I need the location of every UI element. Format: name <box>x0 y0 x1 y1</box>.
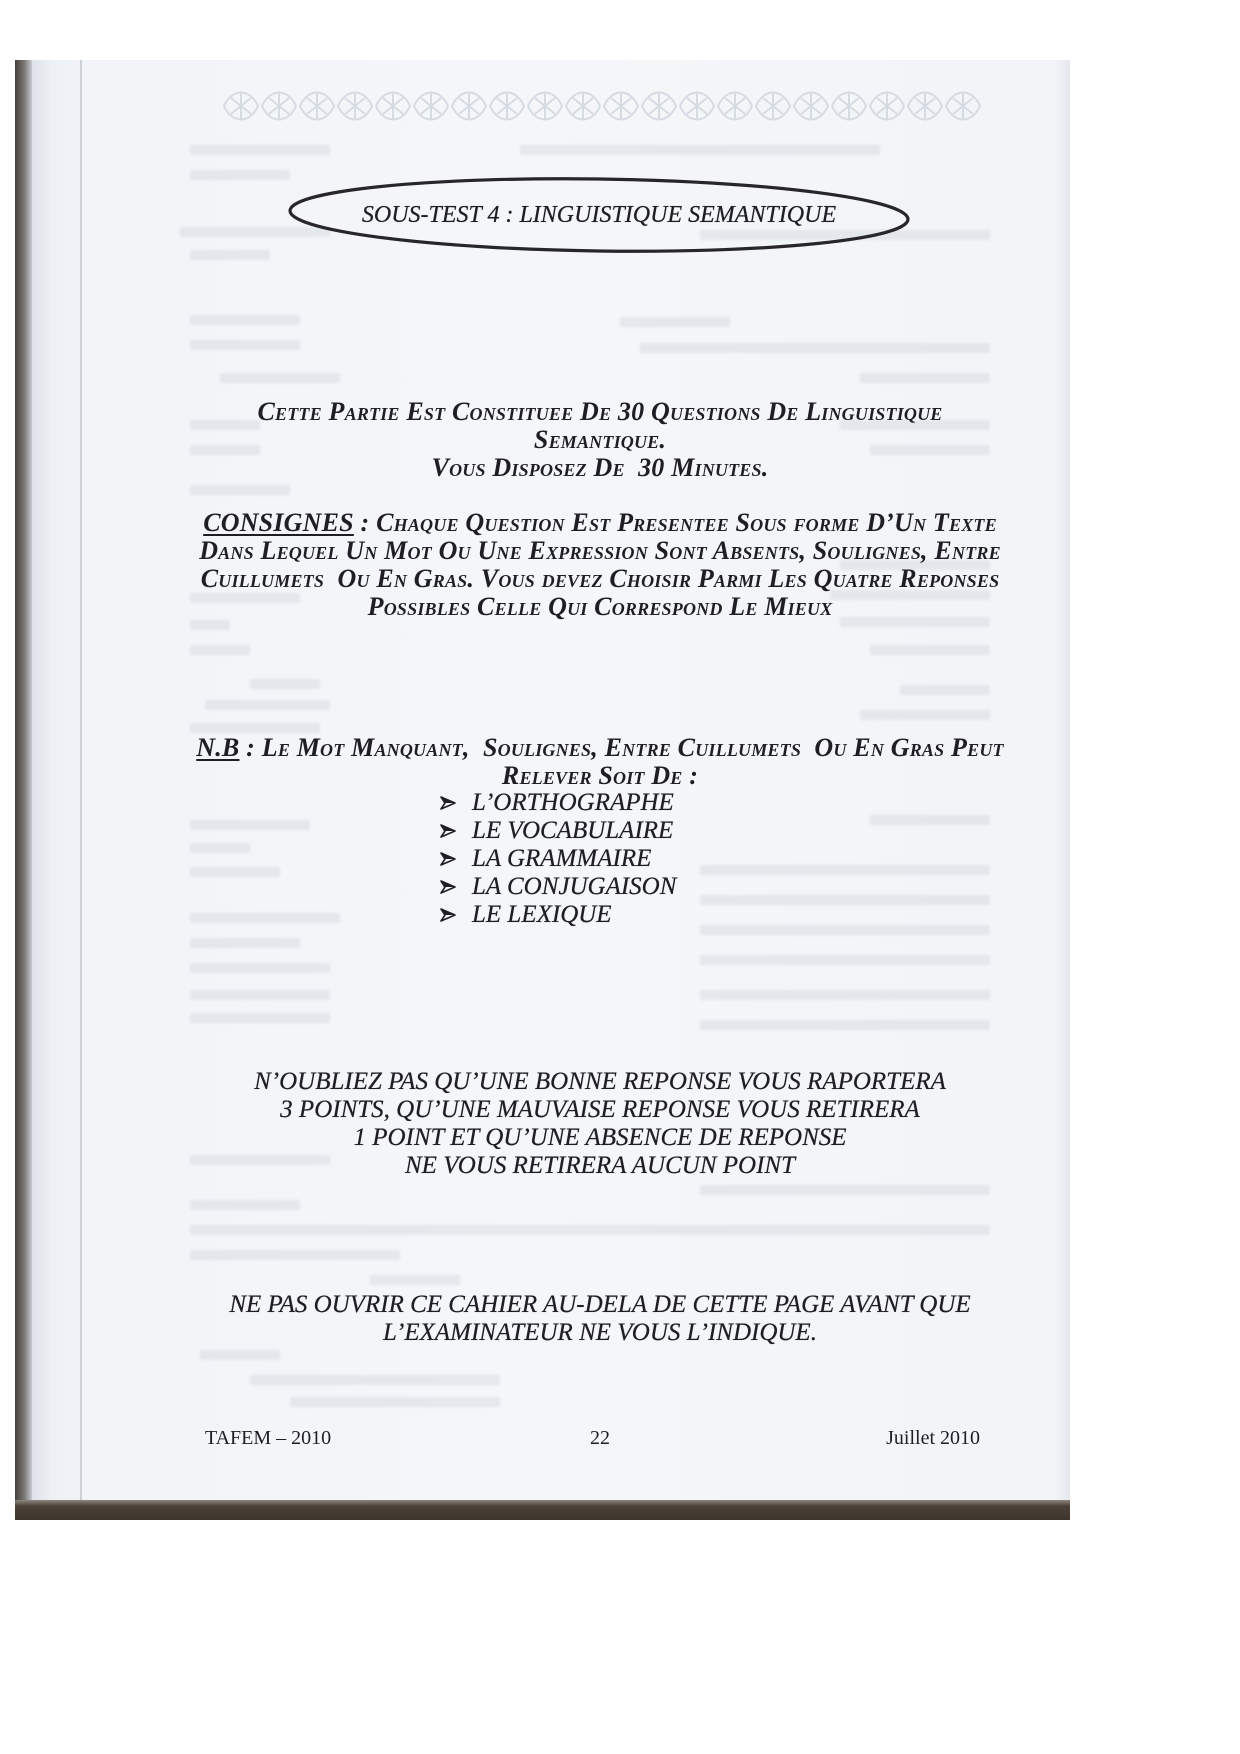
bleed-through-line <box>190 145 330 155</box>
topics-list <box>440 789 840 929</box>
bleed-through-line <box>190 1200 300 1210</box>
bleed-through-line <box>190 990 330 1000</box>
bleed-through-line <box>190 645 250 655</box>
bleed-through-line <box>190 620 230 630</box>
bleed-through-line <box>700 1020 990 1030</box>
arrowhead-bullet-icon <box>440 880 456 894</box>
bleed-through-line <box>700 1185 990 1195</box>
bleed-through-line <box>250 679 320 689</box>
instructions-label: CONSIGNES <box>203 508 354 537</box>
scoring-notice-line: 1 POINT ET QU’UNE ABSENCE DE REPONSE <box>353 1124 847 1151</box>
bleed-through-line <box>190 315 300 325</box>
footer-date: Juillet 2010 <box>886 1427 980 1449</box>
bleed-through-line <box>190 723 320 733</box>
bleed-through-decorative-border <box>222 80 982 132</box>
bleed-through-line <box>290 1397 500 1407</box>
bleed-through-line <box>700 955 990 965</box>
intro-paragraph <box>150 398 1050 482</box>
bleed-through-line <box>370 1275 460 1285</box>
instructions-text: Chaque Question Est Presentee Sous forme D’Un Texte <box>376 508 997 537</box>
bleed-through-line <box>190 938 300 948</box>
bleed-through-line <box>870 815 990 825</box>
bleed-through-line <box>200 1350 280 1360</box>
arrowhead-bullet-icon <box>440 796 456 810</box>
bleed-through-line <box>250 1375 500 1385</box>
scoring-notice <box>150 1068 1050 1180</box>
bleed-through-line <box>190 1013 330 1023</box>
intro-line: Semantique. <box>533 425 667 454</box>
instructions-line <box>150 509 1050 537</box>
list-item-label: LE VOCABULAIRE <box>472 817 674 844</box>
instructions-separator: : <box>353 508 377 537</box>
list-item <box>440 845 840 873</box>
bleed-through-line <box>190 867 280 877</box>
list-item-label: LE LEXIQUE <box>472 901 612 928</box>
scoring-notice-line: 3 POINTS, QU’UNE MAUVAISE REPONSE VOUS RETIRERA <box>280 1096 920 1123</box>
note-separator: : <box>239 733 262 762</box>
bleed-through-line <box>190 485 290 495</box>
bleed-through-line <box>190 913 340 923</box>
page-title: SOUS-TEST 4 : LINGUISTIQUE SEMANTIQUE <box>361 202 837 228</box>
bleed-through-line <box>700 990 990 1000</box>
do-not-open-warning <box>150 1291 1050 1347</box>
bleed-through-line <box>640 343 990 353</box>
bleed-through-line <box>860 373 990 383</box>
note-line <box>150 734 1050 762</box>
arrowhead-bullet-icon <box>440 824 456 838</box>
bleed-through-line <box>870 645 990 655</box>
bleed-through-line <box>190 170 290 180</box>
note-label: N.B <box>196 733 240 762</box>
bleed-through-line <box>900 685 990 695</box>
bleed-through-line <box>220 373 340 383</box>
instructions-line: Cuillumets Ou En Gras. Vous devez Choisir Parmi Les Quatre Reponses <box>200 564 1000 593</box>
instructions-line: Possibles Celle Qui Correspond Le Mieux <box>367 592 833 621</box>
bleed-through-line <box>190 1225 990 1235</box>
bleed-through-line <box>190 843 250 853</box>
bleed-through-line <box>190 1250 400 1260</box>
note-line: Relever Soit De : <box>501 761 699 790</box>
bleed-through-line <box>620 317 730 327</box>
list-item-label: L’ORTHOGRAPHE <box>472 789 674 816</box>
bleed-through-line <box>205 700 330 710</box>
intro-line: Cette Partie Est Constituee De 30 Questions De Linguistique <box>257 397 943 426</box>
bleed-through-line <box>520 145 880 155</box>
note-text: Le Mot Manquant, Soulignes, Entre Cuillumets Ou En Gras Peut <box>261 733 1004 762</box>
arrowhead-bullet-icon <box>440 852 456 866</box>
list-item <box>440 901 840 929</box>
instructions-paragraph <box>150 509 1050 621</box>
list-item <box>440 873 840 901</box>
note-paragraph <box>150 734 1050 790</box>
scoring-notice-line: N’OUBLIEZ PAS QU’UNE BONNE REPONSE VOUS RAPORTERA <box>254 1068 946 1095</box>
list-item-label: LA CONJUGAISON <box>472 873 677 900</box>
list-item-label: LA GRAMMAIRE <box>472 845 652 872</box>
list-item <box>440 817 840 845</box>
arrowhead-bullet-icon <box>440 908 456 922</box>
footer-page-number: 22 <box>590 1427 610 1449</box>
warning-line: L’EXAMINATEUR NE VOUS L’INDIQUE. <box>383 1319 817 1346</box>
bleed-through-line <box>190 820 310 830</box>
intro-line: Vous Disposez De 30 Minutes. <box>431 453 769 482</box>
warning-line: NE PAS OUVRIR CE CAHIER AU-DELA DE CETTE PAGE AVANT QUE <box>229 1291 971 1318</box>
bleed-through-line <box>190 963 330 973</box>
bleed-through-line <box>860 710 990 720</box>
instructions-line: Dans Lequel Un Mot Ou Une Expression Sont Absents, Soulignes, Entre <box>199 536 1001 565</box>
scoring-notice-line: NE VOUS RETIRERA AUCUN POINT <box>405 1152 795 1179</box>
footer-exam-name: TAFEM – 2010 <box>205 1427 332 1449</box>
bleed-through-line <box>190 340 300 350</box>
bleed-through-line <box>190 250 270 260</box>
list-item <box>440 789 840 817</box>
